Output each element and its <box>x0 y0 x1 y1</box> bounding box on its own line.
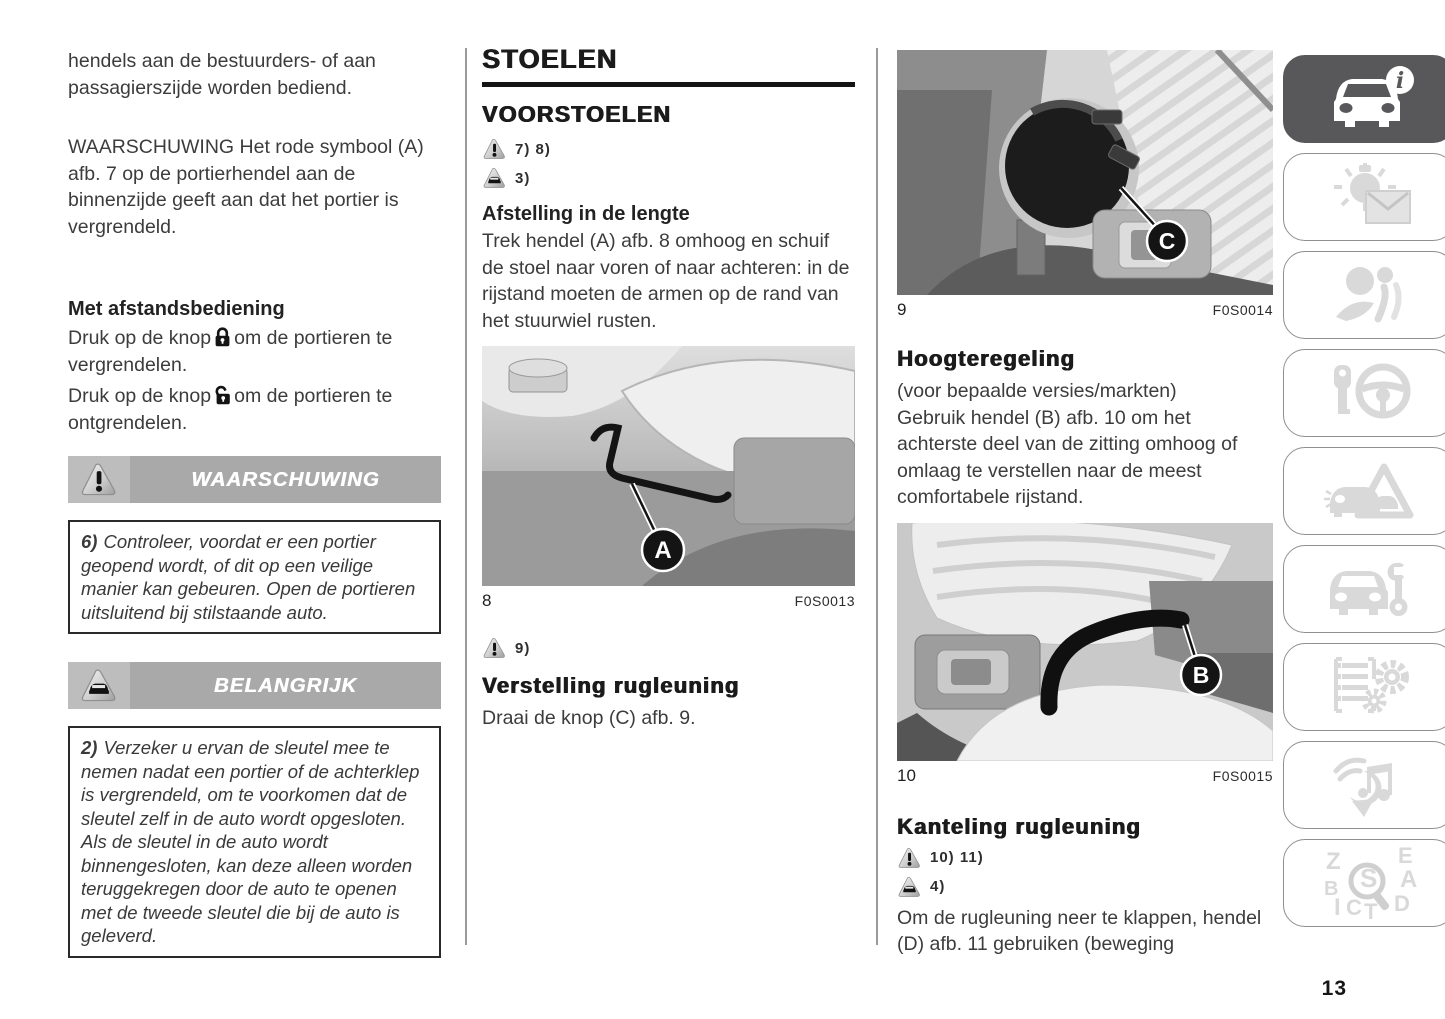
left-column <box>68 48 441 958</box>
lock-open-icon <box>214 385 231 405</box>
tab-emergency[interactable] <box>1283 447 1445 535</box>
remote-control-heading: Met afstandsbediening <box>68 298 285 320</box>
key-steering-wheel-icon <box>1322 357 1417 429</box>
important-banner <box>68 662 441 709</box>
svg-text:Z: Z <box>1325 848 1341 875</box>
warning-note-box: 6) Controleer, voordat er een portier geopend wordt, of dit op een veilige manier kan gebeuren. Open de portieren uitsluitend bij stilstaande auto. <box>68 520 441 634</box>
svg-text:i: i <box>1395 68 1404 94</box>
figure-10-caption: 10 F0S0015 <box>897 765 1273 785</box>
svg-text:I: I <box>1333 894 1341 919</box>
column-divider <box>876 48 878 945</box>
important-triangle-icon <box>68 662 130 709</box>
paragraph: WAARSCHUWING Het rode symbool (A) afb. 7 op de portierhendel aan de binnenzijde geeft aan dat het portier is vergrendeld. <box>68 136 424 238</box>
figure-10-seat-height-lever <box>897 523 1273 761</box>
warning-ref-row: 7) 8) <box>482 138 855 160</box>
warning-banner <box>68 456 441 503</box>
safety-airbag-icon <box>1322 259 1417 331</box>
height-adjustment-note: (voor bepaalde versies/markten) <box>897 380 1177 402</box>
important-triangle-icon <box>897 876 922 898</box>
warning-triangle-icon <box>482 637 507 659</box>
important-banner-label: BELANGRIJK <box>213 673 358 697</box>
important-ref-row: 4) <box>897 876 1273 898</box>
tilt-backrest-heading: Kanteling rugleuning <box>897 813 1141 839</box>
warning-triangle-icon <box>482 138 507 160</box>
length-adjustment-body: Trek hendel (A) afb. 8 omhoog en schuif de stoel naar voren of naar achteren: in de rijstand moeten de armen op de rand van het stuurwiel rusten. <box>482 230 850 332</box>
middle-column <box>482 44 855 732</box>
figure-9-backrest-knob <box>897 50 1273 295</box>
svg-text:S: S <box>1359 863 1377 893</box>
multimedia-navigation-icon <box>1322 749 1417 821</box>
car-maintenance-wrench-icon <box>1322 553 1417 625</box>
tab-warning-lights-messages[interactable] <box>1283 153 1445 241</box>
backrest-adjustment-body: Draai de knop (C) afb. 9. <box>482 707 696 729</box>
section-tab-bar <box>1283 55 1445 937</box>
technical-data-gears-icon <box>1322 651 1417 723</box>
tab-multimedia[interactable] <box>1283 741 1445 829</box>
chapter-title: STOELEN <box>482 44 855 87</box>
warning-ref-row: 9) <box>482 637 855 659</box>
svg-text:C: C <box>1345 895 1362 919</box>
height-adjustment-heading: Hoogteregeling <box>897 346 1076 371</box>
tab-technical-data[interactable] <box>1283 643 1445 731</box>
tab-maintenance[interactable] <box>1283 545 1445 633</box>
page-number: 13 <box>1321 977 1347 1000</box>
svg-text:C: C <box>1158 228 1176 254</box>
figure-9-caption: 9 F0S0014 <box>897 300 1273 319</box>
warning-ref-row: 10) 11) <box>897 847 1273 869</box>
figure-8-seat-length-lever <box>482 346 855 586</box>
svg-text:B: B <box>1323 878 1338 900</box>
svg-text:T: T <box>1363 899 1377 919</box>
svg-text:D: D <box>1393 891 1410 916</box>
lock-closed-icon <box>214 327 231 347</box>
warning-triangle-icon <box>897 847 922 869</box>
tab-safety[interactable] <box>1283 251 1445 339</box>
column-divider <box>465 48 467 945</box>
vehicle-info-icon <box>1322 63 1417 135</box>
tab-starting-driving[interactable] <box>1283 349 1445 437</box>
length-adjustment-heading: Afstelling in de lengte <box>482 203 690 225</box>
tab-vehicle-info[interactable] <box>1283 55 1445 143</box>
right-column <box>897 44 1273 958</box>
paragraph: hendels aan de bestuurders- of aan passagierszijde worden bediend. <box>68 50 376 99</box>
lock-instruction: Druk op de knop om de portieren te vergrendelen. <box>68 327 393 376</box>
important-note-box: 2) Verzeker u ervan de sleutel mee te nemen nadat een portier of de achterklep is vergrendeld, om te voorkomen dat de sleutel zelf in de auto wordt opgesloten. Als de sleutel in de auto wordt binnengesloten, kan deze alleen worden teruggekregen door de auto te openen met de tweede sleutel die bij de auto is geleverd. <box>68 726 441 958</box>
height-adjustment-body: Gebruik hendel (B) afb. 10 om het achterste deel van de zitting omhoog of omlaag te verstellen naar de meest comfortabele rijstand. <box>897 406 1238 508</box>
backrest-adjustment-heading: Verstelling rugleuning <box>482 673 740 698</box>
svg-text:B: B <box>1192 661 1210 688</box>
tilt-backrest-body: Om de rugleuning neer te klappen, hendel (D) afb. 11 gebruiken (beweging <box>897 906 1262 955</box>
important-triangle-icon <box>482 167 507 189</box>
important-ref-row: 3) <box>482 167 855 189</box>
svg-text:E: E <box>1397 847 1413 868</box>
tab-index[interactable] <box>1283 839 1445 927</box>
alphabetical-index-icon <box>1322 847 1417 919</box>
warning-lights-messages-icon <box>1322 161 1417 233</box>
svg-text:A: A <box>654 537 672 564</box>
warning-banner-label: WAARSCHUWING <box>191 467 380 491</box>
unlock-instruction: Druk op de knop om de portieren te ontgrendelen. <box>68 385 393 434</box>
svg-text:A: A <box>1399 866 1417 893</box>
warning-triangle-icon <box>68 456 130 503</box>
figure-8-caption: 8 F0S0013 <box>482 591 855 610</box>
section-heading: VOORSTOELEN <box>482 101 672 127</box>
emergency-triangle-car-icon <box>1322 455 1417 527</box>
